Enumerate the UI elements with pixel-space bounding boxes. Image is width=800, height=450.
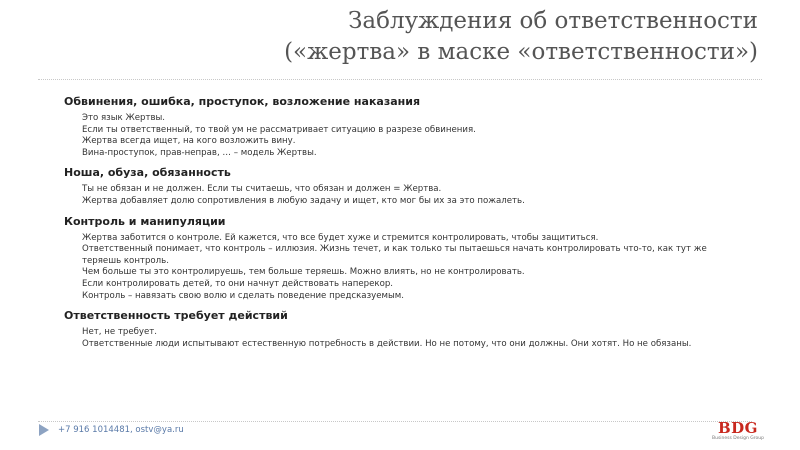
list-item-text: Жертва добавляет долю сопротивления в любую задачу и ищет, кто мог бы их за это пожалеть. — [82, 195, 525, 206]
section-heading-text: Контроль и манипуляции — [64, 214, 226, 228]
list-item — [68, 327, 730, 339]
list-item-text: Если контролировать детей, то они начнут действовать наперекор. — [82, 278, 394, 289]
list-item-text: Ты не обязан и не должен. Если ты считаешь, что обязан и должен = Жертва. — [82, 184, 442, 195]
subitem-list — [40, 327, 730, 350]
list-item — [68, 339, 730, 351]
list-item — [68, 279, 730, 291]
section-heading — [40, 165, 730, 180]
title-divider — [38, 79, 762, 80]
section — [40, 214, 730, 303]
list-item — [68, 136, 730, 148]
list-item — [68, 184, 730, 196]
list-item-text: Жертва всегда ищет, на кого возложить вину. — [82, 136, 296, 147]
list-item-text: Нет, не требует. — [82, 327, 158, 338]
section-heading — [40, 94, 730, 109]
list-item-text: Контроль – навязать свою волю и сделать поведение предсказуемым. — [82, 290, 404, 301]
section — [40, 94, 730, 159]
list-item — [68, 125, 730, 137]
section — [40, 165, 730, 207]
list-item — [68, 267, 730, 279]
section — [40, 308, 730, 350]
section-heading-text: Ответственность требует действий — [64, 309, 288, 323]
subitem-list — [40, 233, 730, 303]
list-item — [68, 148, 730, 160]
list-item-text: Если ты ответственный, то твой ум не рассматривает ситуацию в разрезе обвинения. — [82, 124, 476, 135]
logo-subtext: Business Design Group — [712, 436, 764, 441]
list-item — [68, 244, 730, 267]
subitem-list — [40, 184, 730, 207]
section-heading — [40, 308, 730, 323]
list-item — [68, 233, 730, 245]
list-item-text: Жертва заботится о контроле. Ей кажется, что все будет хуже и стремится контролировать, чтобы защититься. — [82, 232, 599, 243]
footer-contact: +7 916 1014481, ostv@ya.ru — [58, 425, 184, 435]
list-item-text: Вина-проступок, прав-неправ, … – модель Жертвы. — [82, 147, 317, 158]
list-item — [68, 291, 730, 303]
arrow-right-icon — [39, 424, 49, 436]
slide-content — [40, 94, 730, 356]
section-heading-text: Обвинения, ошибка, проступок, возложение наказания — [64, 95, 421, 108]
title-line-1: Заблуждения об ответственности — [348, 8, 758, 34]
list-item-text: Чем больше ты это контролируешь, тем больше теряешь. Можно влиять, но не контролировать. — [82, 267, 525, 278]
list-item-text: Ответственные люди испытывают естественную потребность в действии. Но не потому, что они должны. Они хотят. Но не обязаны. — [82, 338, 692, 349]
subitem-list — [40, 113, 730, 159]
section-heading — [40, 214, 730, 229]
section-heading-text: Ноша, обуза, обязанность — [64, 166, 231, 180]
logo-text: BDG — [718, 419, 758, 437]
list-item-text: Это язык Жертвы. — [82, 113, 166, 123]
list-item — [68, 113, 730, 125]
slide-title — [238, 6, 758, 68]
list-item — [68, 196, 730, 208]
company-logo — [708, 420, 768, 442]
footer-divider — [38, 421, 752, 422]
title-line-2: («жертва» в маске «ответственности») — [284, 39, 758, 65]
list-item-text: Ответственный понимает, что контроль – иллюзия. Жизнь течет, и как только ты пытаешься начать контролировать что-то, как тут же теряешь контроль. — [82, 244, 707, 266]
